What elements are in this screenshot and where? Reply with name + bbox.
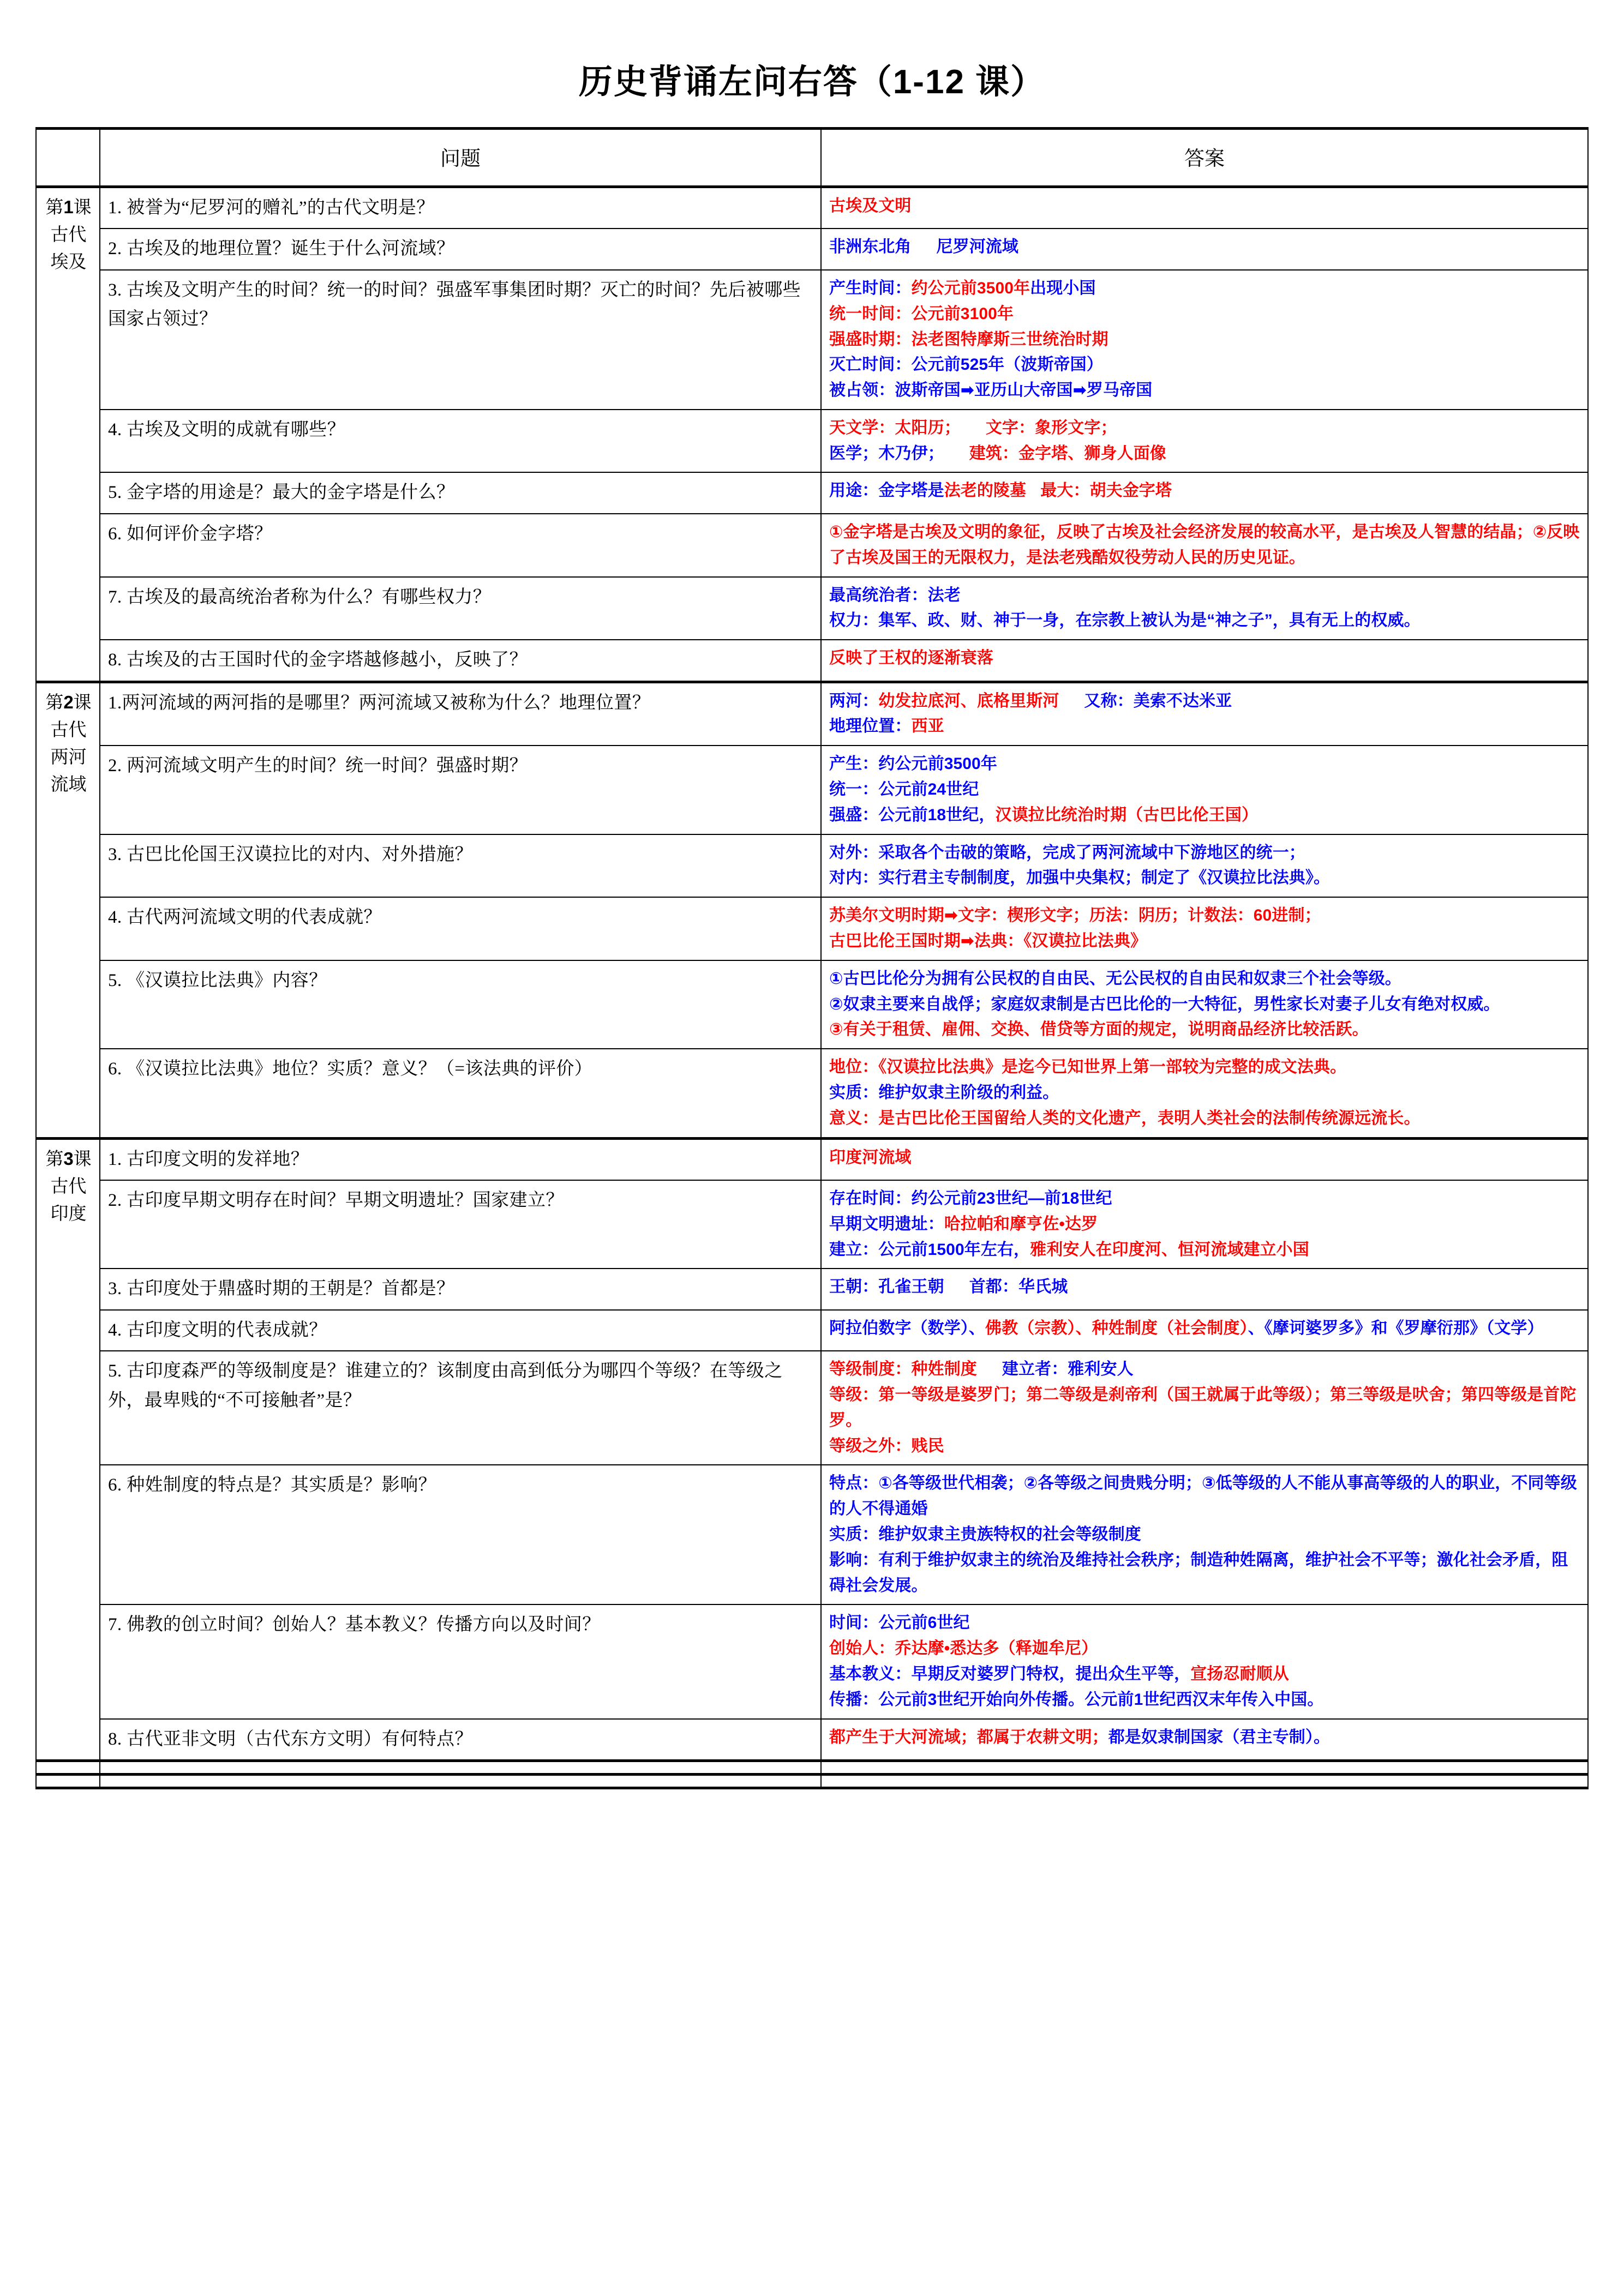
answer-segment: ①金字塔是古埃及文明的象征，反映了古埃及社会经济发展的较高水平，是古埃及人智慧的结晶；②反映了古埃及国王的无限权力，是法老残酷奴役劳动人民的历史见证。 [829, 522, 1580, 567]
answer-cell [821, 834, 1588, 898]
unit-suffix: 课古代埃及 [50, 198, 92, 273]
answer-cell [821, 410, 1588, 473]
question-cell: 6. 种姓制度的特点是？其实质是？影响？ [100, 1465, 821, 1604]
answer-line [829, 1522, 1581, 1548]
answer-segment: 早期文明遗址： [829, 1215, 944, 1233]
answer-segment: 影响：有利于维护奴隶主的统治及维持社会秩序；制造种姓隔离，维护社会不平等；激化社会矛盾，阻碍社会发展。 [829, 1550, 1568, 1595]
answer-segment: 建筑：金字塔、狮身人面像 [969, 444, 1166, 462]
answer-cell [821, 1604, 1588, 1718]
table-row [36, 897, 1588, 960]
answer-line [829, 646, 1581, 671]
table-row [36, 640, 1588, 682]
answer-segment: ①古巴比伦分为拥有公民权的自由民、无公民权的自由民和奴隶三个社会等级。 [829, 969, 1401, 988]
answer-cell [821, 1269, 1588, 1309]
answer-line [829, 1548, 1581, 1599]
question-cell: 1.两河流域的两河指的是哪里？两河流域又被称为什么？地理位置？ [100, 682, 821, 746]
answer-segment: 时间：公元前6世纪 [829, 1614, 970, 1632]
answer-segment: 法老的陵墓 [944, 482, 1027, 500]
answer-cell [821, 1310, 1588, 1351]
header-unit [36, 129, 100, 187]
table-header-row [36, 129, 1588, 187]
answer-line [829, 1080, 1581, 1106]
table-row [36, 577, 1588, 640]
answer-segment: 雅利安人在印度河、恒河流域建立小国 [1030, 1240, 1309, 1259]
answer-cell [821, 1351, 1588, 1465]
table-row [36, 1138, 1588, 1180]
answer-segment: 两河： [829, 692, 879, 710]
answer-line [829, 378, 1581, 404]
answer-segment: 地理位置： [829, 717, 912, 736]
answer-line [829, 903, 1581, 929]
answer-segment: 意义：是古巴比伦王国留给人类的文化遗产，表明人类社会的法制传统源远流长。 [829, 1109, 1421, 1127]
answer-segment: 医学；木乃伊； [829, 444, 944, 462]
answer-line [829, 1636, 1581, 1662]
unit-label-cell [36, 682, 100, 1138]
answer-line [829, 608, 1581, 634]
answer-cell [821, 960, 1588, 1049]
answer-segment: 实质：维护奴隶主贵族特权的社会等级制度 [829, 1525, 1141, 1544]
answer-line [829, 865, 1581, 891]
answer-segment: ②奴隶主要来自战俘；家庭奴隶制是古巴比伦的一大特征，男性家长对妻子儿女有绝对权威。 [829, 995, 1500, 1013]
answer-segment: 等级制度：种姓制度 [829, 1360, 977, 1379]
answer-segment: 最大：胡夫金字塔 [1040, 482, 1172, 500]
table-row [36, 682, 1588, 746]
table-row [36, 410, 1588, 473]
answer-segment: 强盛：公元前18世纪， [829, 806, 996, 824]
table-row [36, 1761, 1588, 1775]
answer-segment: 传播：公元前3世纪开始向外传播。公元前1世纪西汉末年传入中国。 [829, 1690, 1324, 1709]
unit-prefix: 第 [45, 1149, 64, 1169]
answer-line [829, 929, 1581, 954]
question-cell: 1. 被誉为“尼罗河的赠礼”的古代文明是？ [100, 187, 821, 229]
answer-line [829, 992, 1581, 1018]
answer-segment: 最高统治者：法老 [829, 586, 961, 604]
table-row [36, 1269, 1588, 1309]
question-cell: 5. 古印度森严的等级制度是？谁建立的？该制度由高到低分为哪四个等级？在等级之外，最卑贱的“不可接触者”是？ [100, 1351, 821, 1465]
answer-segment: 权力：集军、政、财、神于一身，在宗教上被认为是“神之子”，具有无上的权威。 [829, 611, 1421, 630]
answer-line [829, 276, 1581, 302]
answer-line [829, 583, 1581, 609]
answer-segment: 哈拉帕和摩亨佐•达罗 [944, 1215, 1098, 1233]
answer-line [829, 327, 1581, 353]
answer-segment: 都产生于大河流域；都属于农耕文明； [829, 1728, 1108, 1746]
table-row [36, 1465, 1588, 1604]
answer-line [829, 478, 1581, 504]
answer-line [829, 520, 1581, 571]
answer-segment: 建立：公元前1500年左右， [829, 1240, 1030, 1259]
page-title: 历史背诵左问右答（1-12 课） [578, 63, 1046, 101]
answer-segment: 苏美尔文明时期➡文字：楔形文字；历法：阴历；计数法：60进制； [829, 906, 1321, 925]
answer-line [829, 1434, 1581, 1459]
answer-segment: 产生：约公元前3500年 [829, 755, 997, 773]
answer-segment: 阿拉伯数字（数学）、 [829, 1319, 985, 1337]
question-cell: 4. 古埃及文明的成就有哪些？ [100, 410, 821, 473]
answer-segment: 首都：华氏城 [969, 1278, 1068, 1296]
answer-line [829, 1610, 1581, 1636]
answer-line [829, 1237, 1581, 1263]
answer-cell [821, 897, 1588, 960]
answer-line [829, 352, 1581, 378]
table-row [36, 1775, 1588, 1788]
answer-segment: 西亚 [911, 717, 944, 736]
answer-segment: 约公元前3500年 [911, 279, 1030, 297]
answer-line [829, 1471, 1581, 1522]
table-row [36, 1604, 1588, 1718]
answer-line [829, 1055, 1581, 1080]
answer-segment: 用途：金字塔是 [829, 482, 944, 500]
answer-segment: 特点：①各等级世代相袭；②各等级之间贵贱分明；③低等级的人不能从事高等级的人的职业，不同等级的人不得通婚 [829, 1474, 1577, 1518]
answer-line [829, 1212, 1581, 1237]
answer-cell [821, 229, 1588, 269]
table-row [36, 746, 1588, 834]
answer-segment: 地位：《汉谟拉比法典》是迄今已知世界上第一部较为完整的成文法典。 [829, 1058, 1347, 1077]
table-row [36, 960, 1588, 1049]
unit-prefix: 第 [45, 693, 64, 713]
answer-line [829, 966, 1581, 992]
answer-cell [821, 514, 1588, 577]
answer-line [829, 1145, 1581, 1171]
table-row [36, 1351, 1588, 1465]
answer-line [829, 441, 1581, 467]
answer-line [829, 302, 1581, 327]
unit-prefix: 第 [45, 198, 64, 218]
answer-segment: 文字：象形文字； [985, 418, 1117, 437]
answer-segment: 都是奴隶制国家（君主专制）。 [1108, 1728, 1331, 1746]
answer-segment: 建立者：雅利安人 [1002, 1360, 1134, 1379]
answer-cell [821, 1719, 1588, 1761]
answer-cell [821, 1049, 1588, 1138]
answer-segment: 实质：维护奴隶主阶级的利益。 [829, 1083, 1059, 1102]
answer-segment: 存在时间：约公元前23世纪—前18世纪 [829, 1189, 1112, 1207]
answer-segment: 统一时间：公元前3100年 [829, 304, 1014, 323]
answer-segment: 古巴比伦王国时期➡法典：《汉谟拉比法典》 [829, 931, 1147, 950]
answer-line [829, 235, 1581, 260]
unit-label-cell [36, 187, 100, 682]
unit-number: 1 [63, 197, 74, 217]
table-row [36, 187, 1588, 229]
answer-cell [821, 577, 1588, 640]
answer-line [829, 777, 1581, 803]
answer-segment: 产生时间： [829, 279, 912, 297]
question-cell: 6. 如何评价金字塔？ [100, 514, 821, 577]
answer-segment: ③有关于租赁、雇佣、交换、借贷等方面的规定，说明商品经济比较活跃。 [829, 1020, 1369, 1039]
answer-line [829, 1725, 1581, 1751]
answer-cell [821, 187, 1588, 229]
question-cell: 3. 古巴比伦国王汉谟拉比的对内、对外措施？ [100, 834, 821, 898]
answer-cell [821, 472, 1588, 513]
table-row [36, 1310, 1588, 1351]
table-row [36, 514, 1588, 577]
question-cell: 2. 古印度早期文明存在时间？早期文明遗址？国家建立？ [100, 1180, 821, 1269]
answer-line [829, 1017, 1581, 1043]
question-cell: 4. 古印度文明的代表成就？ [100, 1310, 821, 1351]
answer-line [829, 1106, 1581, 1132]
question-cell: 2. 古埃及的地理位置？诞生于什么河流域？ [100, 229, 821, 269]
unit-label-cell [36, 1138, 100, 1761]
answer-segment: 基本教义：早期反对婆罗门特权，提出众生平等， [829, 1665, 1191, 1684]
answer-segment: 对外：采取各个击破的策略，完成了两河流域中下游地区的统一； [829, 843, 1305, 862]
answer-line [829, 1186, 1581, 1212]
answer-line [829, 840, 1581, 866]
table-row [36, 229, 1588, 269]
table-row [36, 1049, 1588, 1138]
question-cell: 8. 古代亚非文明（古代东方文明）有何特点？ [100, 1719, 821, 1761]
answer-line [829, 416, 1581, 441]
answer-segment: 对内：实行君主专制制度，加强中央集权；制定了《汉谟拉比法典》。 [829, 869, 1331, 887]
question-cell: 7. 古埃及的最高统治者称为什么？有哪些权力？ [100, 577, 821, 640]
question-cell: 2. 两河流域文明产生的时间？统一时间？强盛时期？ [100, 746, 821, 834]
question-cell: 7. 佛教的创立时间？创始人？基本教义？传播方向以及时间？ [100, 1604, 821, 1718]
answer-segment: 又称：美索不达米亚 [1084, 692, 1232, 710]
header-answer: 答案 [821, 129, 1588, 187]
table-row [36, 1719, 1588, 1761]
answer-line [829, 1383, 1581, 1434]
answer-cell [821, 1465, 1588, 1604]
question-cell: 1. 古印度文明的发祥地？ [100, 1138, 821, 1180]
table-row [36, 472, 1588, 513]
answer-segment: 等级：第一等级是婆罗门；第二等级是刹帝利（国王就属于此等级）；第三等级是吠舍；第四等级是首陀罗。 [829, 1386, 1577, 1429]
answer-line [829, 1275, 1581, 1300]
table-row [36, 270, 1588, 410]
question-cell: 4. 古代两河流域文明的代表成就？ [100, 897, 821, 960]
answer-segment: 统一：公元前24世纪 [829, 780, 979, 798]
question-cell: 5. 《汉谟拉比法典》内容？ [100, 960, 821, 1049]
answer-segment: 、《摩诃婆罗多》和《罗摩衍那》（文学） [1248, 1319, 1544, 1337]
answer-segment: 汉谟拉比统治时期（古巴比伦王国） [995, 806, 1259, 824]
qa-table [35, 127, 1589, 1789]
answer-segment: 佛教（宗教）、种姓制度（社会制度） [985, 1319, 1248, 1337]
answer-cell [821, 746, 1588, 834]
question-cell: 8. 古埃及的古王国时代的金字塔越修越小，反映了？ [100, 640, 821, 682]
answer-segment: 灭亡时间：公元前525年（波斯帝国） [829, 356, 1103, 374]
answer-line [829, 1357, 1581, 1383]
unit-suffix: 课古代印度 [50, 1149, 92, 1224]
answer-segment: 古埃及文明 [829, 197, 912, 215]
answer-cell [821, 1180, 1588, 1269]
answer-segment: 尼罗河流域 [936, 238, 1018, 256]
answer-segment: 天文学：太阳历； [829, 418, 961, 437]
unit-number: 2 [63, 692, 74, 712]
answer-segment: 被占领：波斯帝国➡亚历山大帝国➡罗马帝国 [829, 381, 1153, 400]
answer-segment: 印度河流域 [829, 1148, 912, 1167]
table-row [36, 834, 1588, 898]
answer-cell [821, 682, 1588, 746]
answer-line [829, 1662, 1581, 1687]
answer-line [829, 1687, 1581, 1713]
answer-segment: 出现小国 [1030, 279, 1096, 297]
question-cell: 3. 古埃及文明产生的时间？统一的时间？强盛军事集团时期？灭亡的时间？先后被哪些国家占领过？ [100, 270, 821, 410]
unit-label-cell [36, 1775, 100, 1788]
answer-line [829, 194, 1581, 219]
answer-segment: 非洲东北角 [829, 238, 912, 256]
answer-segment: 等级之外：贱民 [829, 1436, 944, 1455]
answer-line [829, 714, 1581, 740]
unit-number: 3 [63, 1148, 74, 1169]
question-cell [100, 1775, 821, 1788]
answer-cell [821, 1761, 1588, 1775]
question-cell: 6. 《汉谟拉比法典》地位？实质？意义？（=该法典的评价） [100, 1049, 821, 1138]
answer-segment: 创始人：乔达摩•悉达多（释迦牟尼） [829, 1639, 1098, 1658]
answer-line [829, 1316, 1581, 1342]
answer-segment: 反映了王权的逐渐衰落 [829, 649, 993, 668]
answer-line [829, 689, 1581, 714]
answer-cell [821, 640, 1588, 682]
answer-cell [821, 1775, 1588, 1788]
answer-segment: 强盛时期：法老图特摩斯三世统治时期 [829, 330, 1108, 348]
answer-line [829, 803, 1581, 828]
answer-cell [821, 270, 1588, 410]
answer-segment: 王朝：孔雀王朝 [829, 1278, 944, 1296]
answer-cell [821, 1138, 1588, 1180]
unit-suffix: 课古代两河流域 [50, 693, 92, 795]
question-cell [100, 1761, 821, 1775]
question-cell: 5. 金字塔的用途是？最大的金字塔是什么？ [100, 472, 821, 513]
answer-segment: 宣扬忍耐顺从 [1190, 1665, 1289, 1684]
answer-segment: 幼发拉底河、底格里斯河 [878, 692, 1059, 710]
table-row [36, 1180, 1588, 1269]
question-cell: 3. 古印度处于鼎盛时期的王朝是？首都是？ [100, 1269, 821, 1309]
unit-label-cell [36, 1761, 100, 1775]
header-question: 问题 [100, 129, 821, 187]
answer-line [829, 752, 1581, 777]
